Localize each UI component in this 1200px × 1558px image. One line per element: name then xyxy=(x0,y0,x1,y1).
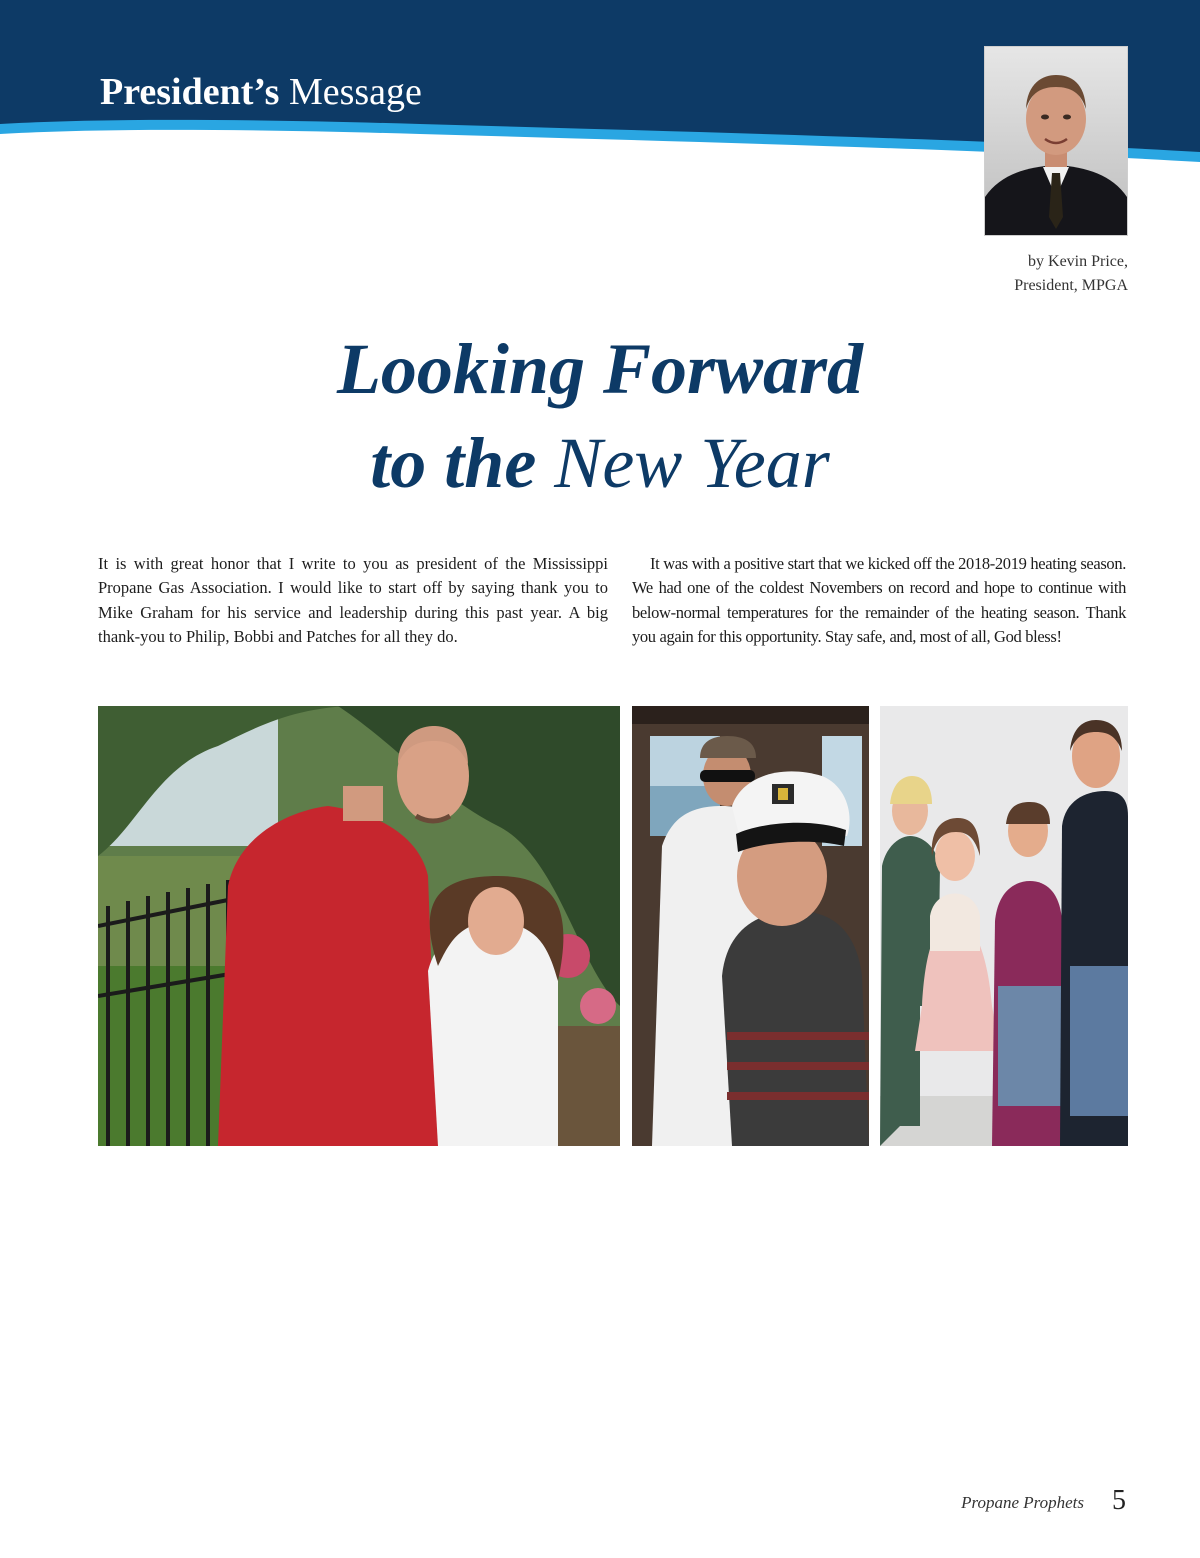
body-paragraph-1: It is with great honor that I write to you as president of the Mississippi Propane Gas Association. I would like to start off by saying thank you to Mike Graham for his service and leadership during this past year. A big thank-you to Philip, Bobbi and Patches for all they do. xyxy=(98,554,608,647)
body-paragraph-2: It was with a positive start that we kicked off the 2018-2019 heating season. We had one of the coldest Novembers on record and hope to continue with below-normal temperatures for the remainder of the heating season. Thank you again for this opportunity. Stay safe, and, most of all, God bless! xyxy=(632,554,1126,647)
family-photo-boat xyxy=(632,706,869,1146)
section-label xyxy=(100,68,422,116)
author-portrait xyxy=(984,46,1128,236)
byline xyxy=(1014,250,1128,298)
page-number: 5 xyxy=(1112,1485,1126,1516)
section-label-bold: President’s xyxy=(100,71,280,113)
headline-line2-bold: to the xyxy=(370,423,537,503)
family-photo-group xyxy=(880,706,1128,1146)
headline-line1: Looking Forward xyxy=(336,329,864,409)
section-label-light: Message xyxy=(279,71,422,113)
publication-name: Propane Prophets xyxy=(961,1493,1084,1512)
byline-author: by Kevin Price, xyxy=(1028,253,1128,270)
family-photo-garden xyxy=(98,706,620,1146)
headline-line2-light: New Year xyxy=(536,423,830,503)
byline-title: President, MPGA xyxy=(1014,277,1128,294)
headline xyxy=(0,322,1200,510)
